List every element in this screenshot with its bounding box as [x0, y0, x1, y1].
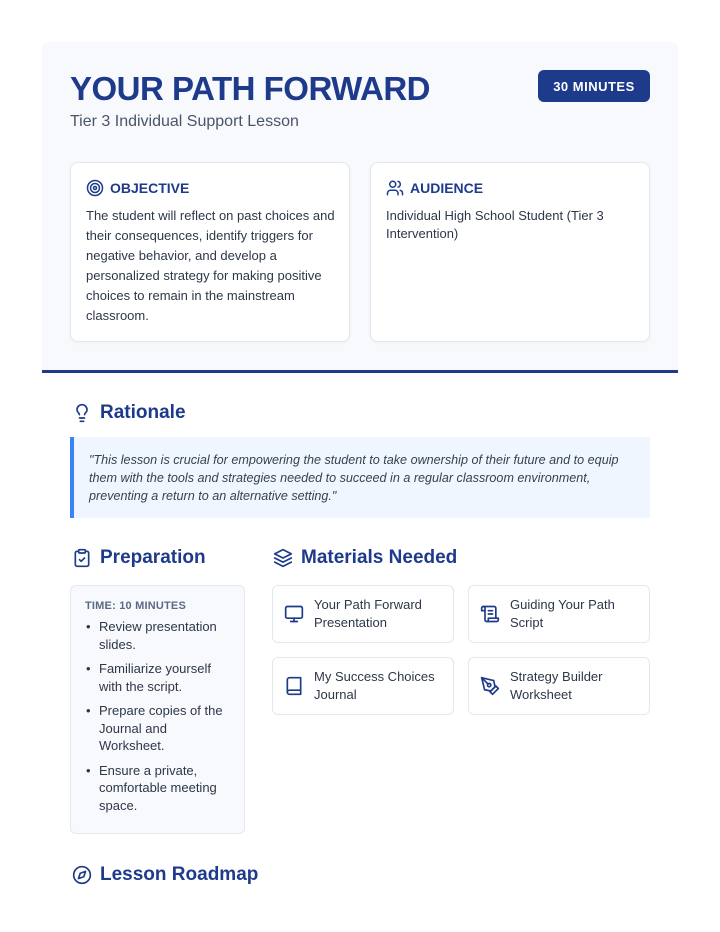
rationale-heading-label: Rationale — [100, 402, 186, 423]
header-divider — [42, 370, 678, 373]
list-item: • Prepare copies of the Journal and Worksheet. — [85, 702, 230, 755]
list-item: • Ensure a private, comfortable meeting space. — [85, 762, 230, 815]
preparation-time: TIME: 10 MINUTES — [85, 600, 186, 612]
preparation-heading-label: Preparation — [100, 547, 206, 568]
compass-icon — [72, 865, 92, 885]
layers-icon — [273, 548, 293, 568]
preparation-card — [70, 585, 245, 834]
objective-card — [70, 162, 350, 342]
monitor-icon — [284, 604, 304, 624]
audience-heading-label: AUDIENCE — [410, 180, 484, 196]
material-label: Guiding Your Path Script — [510, 597, 615, 630]
rationale-heading — [72, 402, 186, 424]
users-icon — [386, 179, 404, 197]
list-item: • Familiarize yourself with the script. — [85, 660, 230, 695]
material-item-journal — [272, 657, 454, 715]
rationale-quote: "This lesson is crucial for empowering the student to take ownership of their future and to equip them with the tools and strategies needed to succeed in a regular classroom environment, preventing a return to an alternative setting." — [70, 437, 650, 518]
page-subtitle: Tier 3 Individual Support Lesson — [70, 113, 299, 130]
preparation-list — [85, 618, 230, 814]
materials-heading-label: Materials Needed — [301, 547, 458, 568]
roadmap-heading — [72, 864, 258, 886]
material-item-presentation — [272, 585, 454, 643]
roadmap-heading-label: Lesson Roadmap — [100, 864, 259, 885]
clipboard-check-icon — [72, 548, 92, 568]
scroll-icon — [480, 604, 500, 624]
lightbulb-icon — [72, 403, 92, 423]
audience-text: Individual High School Student (Tier 3 Intervention) — [386, 208, 604, 241]
list-item: • Review presentation slides. — [85, 618, 230, 653]
preparation-heading — [72, 547, 206, 569]
objective-heading — [86, 179, 335, 197]
page-title: YOUR PATH FORWARD — [70, 70, 430, 107]
objective-heading-label: OBJECTIVE — [110, 180, 190, 196]
target-icon — [86, 179, 104, 197]
audience-heading — [386, 179, 635, 197]
materials-heading — [273, 547, 457, 569]
objective-text: The student will reflect on past choices and their consequences, identify triggers for negative behavior, and develop a personalized strategy for making positive choices to remain in the mainstream classroom. — [86, 208, 335, 323]
material-label: My Success Choices Journal — [314, 669, 435, 702]
material-item-worksheet — [468, 657, 650, 715]
pen-tool-icon — [480, 676, 500, 696]
material-label: Strategy Builder Worksheet — [510, 669, 603, 702]
duration-badge: 30 MINUTES — [538, 70, 650, 102]
material-label: Your Path Forward Presentation — [314, 597, 422, 630]
audience-card — [370, 162, 650, 342]
book-icon — [284, 676, 304, 696]
material-item-script — [468, 585, 650, 643]
